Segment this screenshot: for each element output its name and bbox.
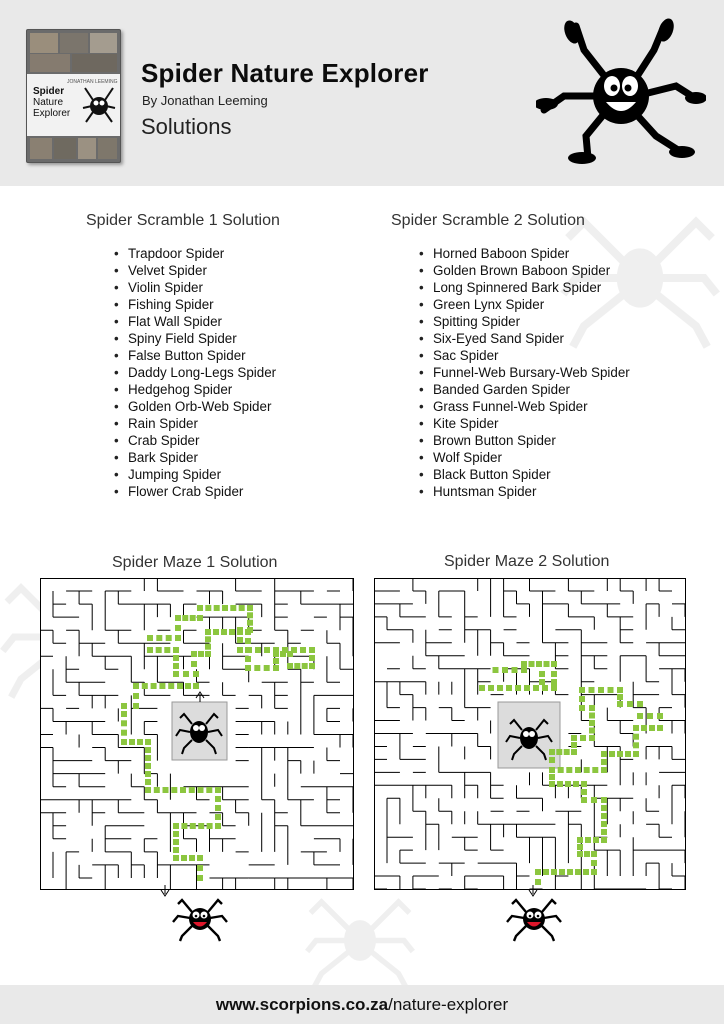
word-list-item: • Jumping Spider (114, 466, 276, 483)
background-spider-icon (300, 880, 420, 990)
word-list-item: • Huntsman Spider (419, 483, 630, 500)
word-list-item: • Six-Eyed Sand Spider (419, 330, 630, 347)
word-list-item: • Golden Brown Baboon Spider (419, 262, 630, 279)
book-cover-line-3: Explorer (33, 108, 71, 119)
book-cover-line-2: Nature (33, 97, 64, 108)
maze-1-title: Spider Maze 1 Solution (112, 554, 278, 571)
word-list-item: • Black Button Spider (419, 466, 630, 483)
word-list-item: • Brown Button Spider (419, 432, 630, 449)
author-byline: By Jonathan Leeming (142, 93, 268, 108)
cartoon-spider-mascot-icon (536, 18, 706, 168)
word-list-item: • Banded Garden Spider (419, 381, 630, 398)
maze-2-title: Spider Maze 2 Solution (444, 553, 610, 570)
page-subtitle: Solutions (141, 114, 232, 139)
footer-url-domain[interactable]: www.scorpions.co.za (215, 995, 389, 1014)
book-cover-line-1: Spider (33, 86, 65, 97)
word-list-item: • Wolf Spider (419, 449, 630, 466)
footer-url-path[interactable]: /nature-explorer (388, 995, 509, 1014)
scramble-1-word-list (114, 245, 276, 500)
word-list-item: • Green Lynx Spider (419, 296, 630, 313)
word-list-item: • Velvet Spider (114, 262, 276, 279)
word-list-item: • Crab Spider (114, 432, 276, 449)
word-list-item: • Spiny Field Spider (114, 330, 276, 347)
header-banner (0, 0, 724, 186)
word-list-item: • Rain Spider (114, 415, 276, 432)
maze-1-down-arrow-icon (158, 885, 172, 897)
maze-2-exit-spider-icon (506, 896, 562, 942)
footer-bar (0, 985, 724, 1024)
word-list-item: • Kite Spider (419, 415, 630, 432)
maze-2 (374, 578, 686, 890)
maze-1-exit-spider-icon (172, 896, 228, 942)
word-list-item: • Hedgehog Spider (114, 381, 276, 398)
word-list-item: • False Button Spider (114, 347, 276, 364)
word-list-item: • Fishing Spider (114, 296, 276, 313)
book-cover-title-band (27, 74, 120, 136)
word-list-item: • Horned Baboon Spider (419, 245, 630, 262)
word-list-item: • Flat Wall Spider (114, 313, 276, 330)
word-list-item: • Daddy Long-Legs Spider (114, 364, 276, 381)
scramble-2-word-list (419, 245, 630, 500)
word-list-item: • Violin Spider (114, 279, 276, 296)
book-cover (26, 29, 121, 163)
book-cover-publisher: JONATHAN LEEMING (67, 79, 118, 85)
scramble-1-title: Spider Scramble 1 Solution (86, 212, 280, 229)
word-list-item: • Trapdoor Spider (114, 245, 276, 262)
word-list-item: • Flower Crab Spider (114, 483, 276, 500)
word-list-item: • Sac Spider (419, 347, 630, 364)
page-title: Spider Nature Explorer (141, 58, 429, 88)
word-list-item: • Funnel-Web Bursary-Web Spider (419, 364, 630, 381)
word-list-item: • Bark Spider (114, 449, 276, 466)
maze-1 (40, 578, 354, 890)
book-cover-spider-icon (81, 82, 117, 126)
word-list-item: • Spitting Spider (419, 313, 630, 330)
word-list-item: • Long Spinnered Bark Spider (419, 279, 630, 296)
word-list-item: • Golden Orb-Web Spider (114, 398, 276, 415)
scramble-2-title: Spider Scramble 2 Solution (391, 212, 585, 229)
word-list-item: • Grass Funnel-Web Spider (419, 398, 630, 415)
